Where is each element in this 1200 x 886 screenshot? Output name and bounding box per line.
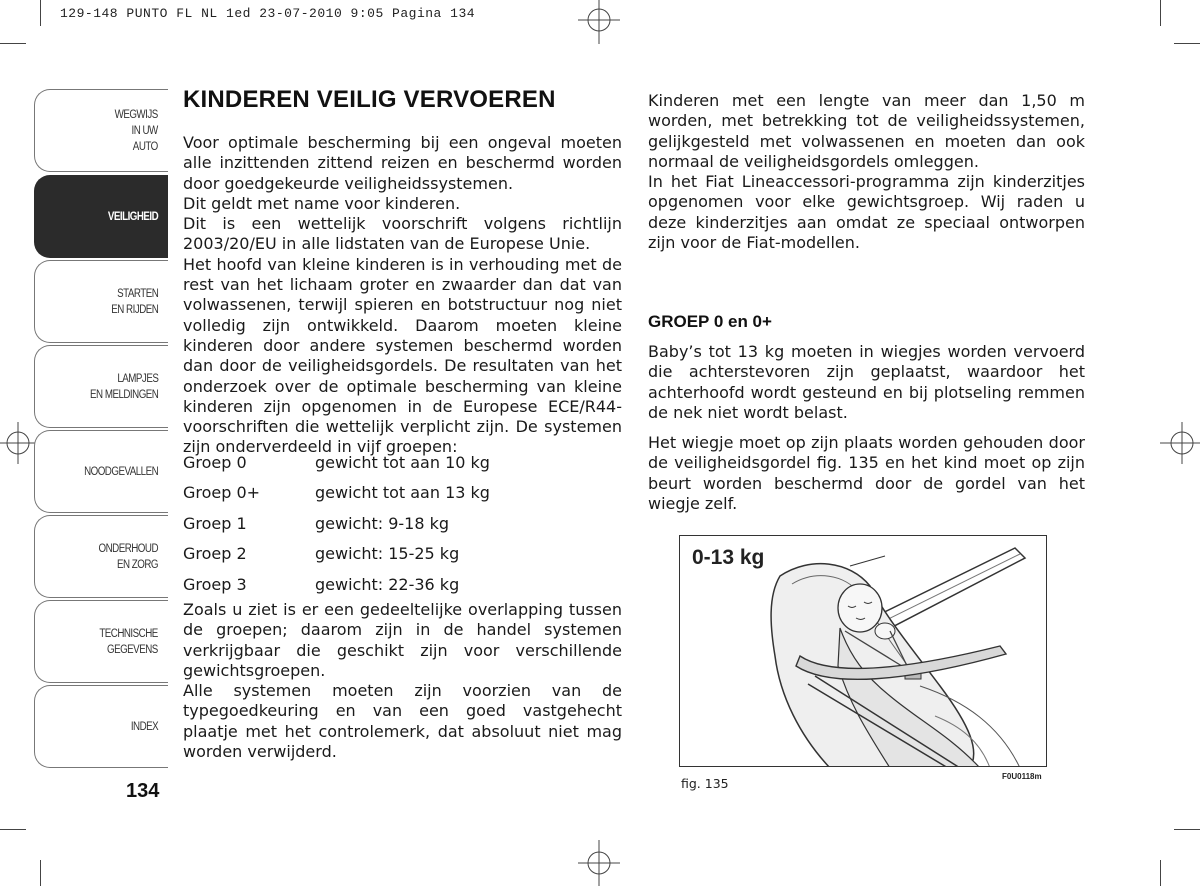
group-weight: gewicht tot aan 13 kg	[315, 483, 490, 503]
sidebar-tab-label: ONDERHOUD EN ZORG	[98, 542, 158, 571]
paragraph: In het Fiat Lineaccessori-programma zijn kinderzitjes opgenomen voor elke gewichtsgroep. Wij raden u deze kinderzitjes aan omdat ze speciaal ontworpen zijn voor de Fiat-modellen.	[648, 172, 1085, 253]
sidebar-tab-noodgevallen[interactable]	[34, 430, 168, 513]
sidebar-tab-starten[interactable]	[34, 260, 168, 343]
paragraph: Zoals u ziet is er een gedeeltelijke overlapping tussen de groepen; daarom zijn in de handel systemen verkrijgbaar die geschikt zijn voor verschillende gewichtsgroepen.	[183, 600, 622, 680]
group-weight: gewicht: 15-25 kg	[315, 544, 460, 564]
left-column-intro	[183, 133, 622, 458]
paragraph: Alle systemen moeten zijn voorzien van de typegoedkeuring en van een goed vastgehecht plaatje met het controlemerk, dat absoluut niet mag worden verwijderd.	[183, 681, 622, 762]
paragraph: Kinderen met een lengte van meer dan 1,50 m worden, met betrekking tot de veiligheidssystemen, gelijkgesteld met volwassenen en moeten dan ook normaal de veiligheidsgordels omleggen.	[648, 91, 1085, 171]
section-heading: GROEP 0 en 0+	[648, 312, 772, 331]
sidebar-tab-label: NOODGEVALLEN	[83, 465, 158, 478]
crop-mark	[1160, 860, 1161, 886]
sidebar-tab-lampjes[interactable]	[34, 345, 168, 428]
figure-code: F0U0118m	[1002, 772, 1042, 781]
group-name: Groep 0+	[183, 483, 261, 503]
sidebar-tab-label: WEGWIJS IN UW AUTO	[114, 108, 158, 153]
crop-mark	[0, 43, 26, 44]
list-item	[183, 447, 623, 478]
crop-mark	[40, 860, 41, 886]
group-name: Groep 1	[183, 513, 247, 533]
sidebar-tab-label: INDEX	[130, 720, 158, 733]
paragraph: Het hoofd van kleine kinderen is in verhouding met de rest van het lichaam groter en zwaarder dan dat van volwassenen, terwijl spieren en botstructuur nog niet volledig zijn ontwikkeld. Daarom moeten kleine kinderen door andere systemen beschermd worden dan door de veiligheidsgordels. De resultaten van het onderzoek over de optimale bescherming van kleine kinderen zijn opgenomen in de Europese ECE/R44-voorschriften die wettelijk verplicht zijn. De systemen zijn onderverdeeld in vijf groepen:	[183, 254, 622, 457]
sidebar-tab-technische[interactable]	[34, 600, 168, 683]
page-title: KINDEREN VEILIG VERVOEREN	[183, 86, 556, 113]
left-column-closing	[183, 600, 622, 762]
registration-mark-icon	[576, 840, 622, 886]
right-column-group-text	[648, 342, 1085, 514]
paragraph: Het wiegje moet op zijn plaats worden gehouden door de veiligheidsgordel fig. 135 en het kind moet op zijn beurt worden beschermd door de gordel van het wiegje zelf.	[648, 433, 1085, 514]
figure-weight-label: 0-13 kg	[692, 546, 765, 569]
sidebar-tab-label: TECHNISCHE GEGEVENS	[99, 627, 158, 656]
sidebar-tab-veiligheid[interactable]	[34, 175, 168, 258]
registration-mark-icon	[1160, 420, 1200, 466]
paragraph: Dit geldt met name voor kinderen.	[183, 193, 461, 213]
paragraph: Baby’s tot 13 kg moeten in wiegjes worden vervoerd die achterstevoren zijn geplaatst, waardoor het achterhoofd wordt gesteund en bij plotseling remmen de nek niet wordt belast.	[648, 342, 1085, 422]
paragraph: Dit is een wettelijk voorschrift volgens richtlijn 2003/20/EU in alle lidstaten van de Europese Unie.	[183, 214, 622, 254]
group-name: Groep 3	[183, 574, 247, 594]
crop-mark	[40, 0, 41, 26]
group-name: Groep 2	[183, 544, 247, 564]
sidebar-tab-label: LAMPJES EN MELDINGEN	[89, 372, 158, 401]
page-number: 134	[126, 780, 160, 802]
figure-caption: fig. 135	[681, 776, 729, 791]
crop-mark	[1160, 0, 1161, 26]
list-item	[183, 569, 623, 600]
sidebar-tab-label: STARTEN EN RIJDEN	[110, 287, 158, 316]
weight-groups-list	[183, 447, 623, 600]
list-item	[183, 508, 623, 539]
paragraph: Voor optimale bescherming bij een ongeval moeten alle inzittenden zittend reizen en beschermd worden door goedgekeurde veiligheidssystemen.	[183, 133, 622, 193]
registration-mark-icon	[576, 0, 622, 44]
group-weight: gewicht: 22-36 kg	[315, 574, 460, 594]
sidebar-tab-index[interactable]	[34, 685, 168, 768]
crop-mark	[0, 829, 26, 830]
crop-mark	[1174, 829, 1200, 830]
crop-mark	[1174, 43, 1200, 44]
figure-baby-seat	[679, 535, 1047, 767]
group-name: Groep 0	[183, 452, 247, 472]
sidebar-tab-wegwijs[interactable]	[34, 89, 168, 172]
print-slug: 129-148 PUNTO FL NL 1ed 23-07-2010 9:05 Pagina 134	[60, 6, 476, 21]
group-weight: gewicht: 9-18 kg	[315, 513, 450, 533]
right-column-intro	[648, 91, 1085, 253]
group-weight: gewicht tot aan 10 kg	[315, 452, 490, 472]
baby-car-seat-illustration	[680, 536, 1047, 767]
sidebar-tab-onderhoud[interactable]	[34, 515, 168, 598]
sidebar-tab-label: VEILIGHEID	[107, 210, 158, 223]
list-item	[183, 478, 623, 509]
list-item	[183, 539, 623, 570]
